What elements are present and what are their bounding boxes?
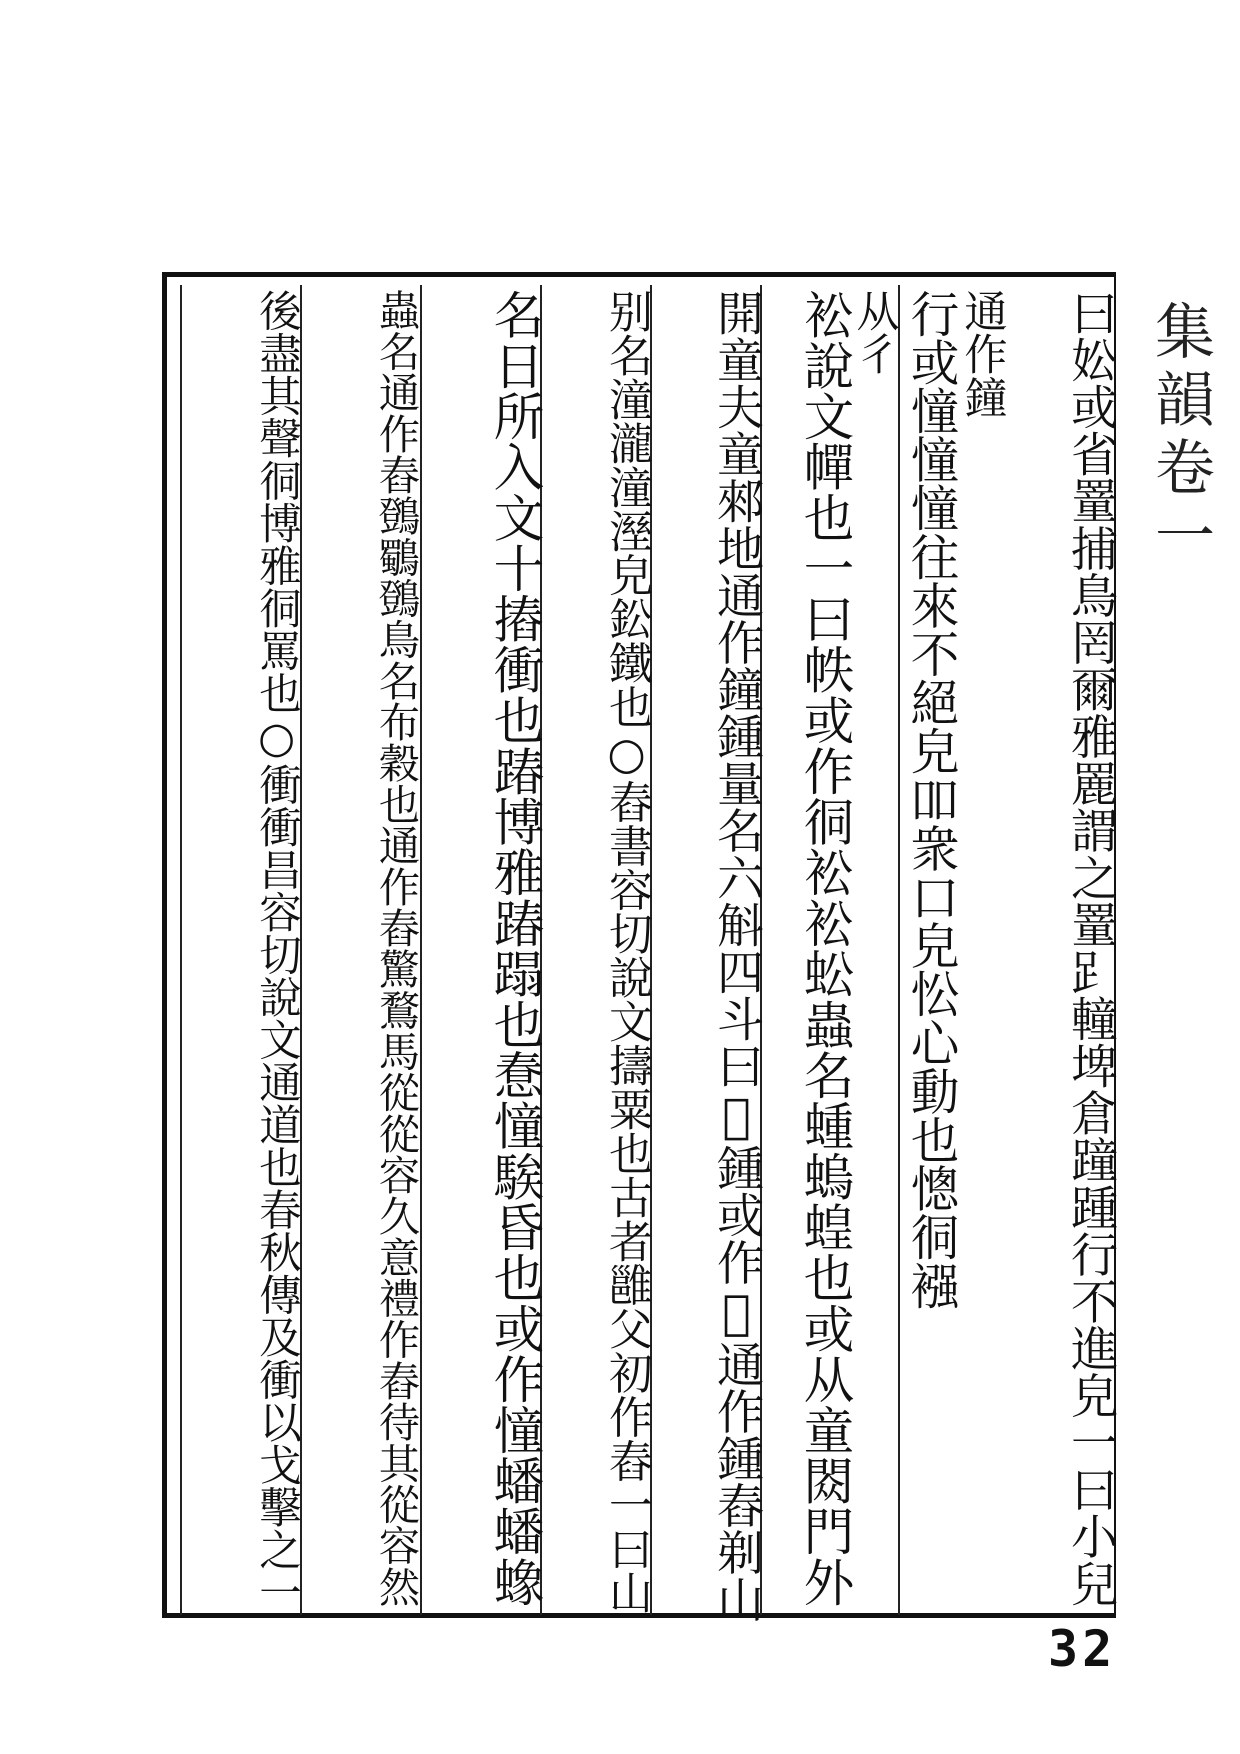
text-column-7 — [540, 285, 650, 1615]
margin-header — [1120, 300, 1215, 1600]
column-text: 通作鐘 — [957, 289, 1007, 419]
book-title: 集韻卷一 — [1145, 300, 1215, 572]
text-column-6 — [650, 285, 764, 1623]
text-column-1 — [1006, 285, 1118, 1615]
column-text: 開童夫童郲地通作鐘鍾量名六斛四斗曰𨥜鍾或作𨥜通作鍾舂剃山 — [709, 289, 764, 1623]
text-column-8 — [420, 285, 545, 1615]
column-text: 行或憧憧憧往來不絕皃吅衆口皃忪心動也憁㣚襁 — [902, 289, 958, 1310]
column-text: 名日所入文十摏衝也踳博雅踳蹋也惷憧騃昏也或作憧蟠蟠蟓 — [486, 289, 545, 1607]
column-text: 後盡其聲㣚博雅㣚罵也○衝衝昌容切說文通道也春秋傳及衝以戈擊之一 — [252, 289, 301, 1614]
column-text: 蟲名通作舂䳾鸀䳾鳥名布穀也通作舂驚鶩馬從從容久意禮作舂待其從容然 — [372, 289, 420, 1607]
column-text: 曰妐或省罿捕鳥罔爾雅䍡謂之罿𧾷䡴埤倉蹱踵行不進皃一曰小兒 — [1063, 289, 1118, 1607]
column-text: 衳說文幝也一曰帙或作㣚衳衳蚣蟲名蝩螐蝗也或从童閦門外 — [796, 289, 855, 1607]
text-column-10 — [180, 285, 300, 1615]
column-text: 从彳 — [849, 289, 899, 376]
text-column-5 — [760, 285, 855, 1615]
page-number: 32 — [1048, 1620, 1117, 1678]
text-column-4 — [850, 285, 898, 1615]
text-column-3 — [898, 285, 958, 1615]
column-text: 别名潼瀧潼溼皃鈆鐵也○舂書容切說文擣粟也古者雝父初作舂一曰山 — [601, 289, 652, 1614]
text-column-9 — [300, 285, 420, 1615]
text-column-2 — [958, 285, 1006, 1615]
